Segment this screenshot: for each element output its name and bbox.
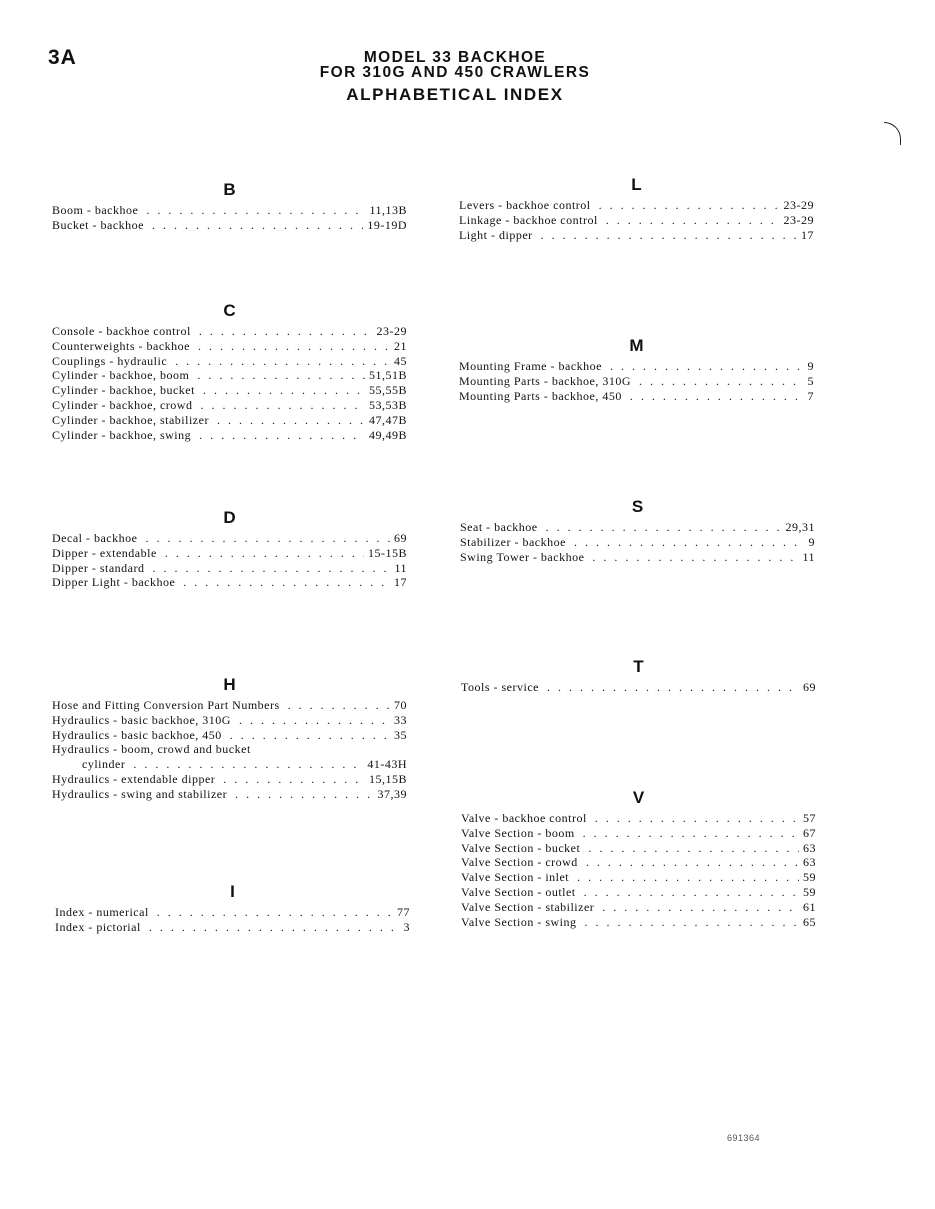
entry-label: Dipper - extendable: [52, 545, 157, 560]
index-entry: [52, 713, 407, 728]
dot-leader: [541, 228, 797, 243]
section-letter: B: [223, 180, 236, 199]
entry-page: 17: [801, 227, 814, 242]
entry-label: Couplings - hydraulic: [52, 353, 168, 368]
dot-leader: [145, 531, 390, 546]
entry-page: 35: [394, 727, 407, 742]
entry-page: 29,31: [785, 520, 815, 534]
entry-label: Seat - backhoe: [460, 520, 538, 534]
index-entry: [459, 228, 814, 243]
dot-leader: [223, 772, 365, 787]
entry-label: Cylinder - backhoe, stabilizer: [52, 412, 209, 427]
index-entry: [52, 383, 407, 398]
entry-page: 37,39: [377, 786, 407, 801]
entry-page: 45: [394, 353, 407, 368]
index-entry: [461, 870, 816, 885]
entry-page: 55,55B: [368, 383, 407, 398]
dot-leader: [606, 213, 780, 228]
dot-leader: [152, 218, 363, 233]
entry-label: Dipper - standard: [52, 560, 145, 575]
entry-page: 61: [803, 899, 816, 914]
entry-label: Tools - service: [461, 680, 539, 694]
entry-page: 17: [394, 575, 407, 590]
entry-label: Valve Section - inlet: [461, 870, 570, 885]
entry-page: 65: [803, 914, 816, 929]
entry-label: Valve Section - stabilizer: [461, 899, 595, 914]
entry-page: 49,49B: [368, 427, 407, 442]
dot-leader: [599, 198, 780, 213]
index-entry: [459, 359, 814, 374]
dot-leader: [152, 561, 390, 576]
section-letter: T: [633, 657, 644, 676]
dot-leader: [200, 398, 365, 413]
dot-leader: [235, 787, 373, 802]
index-entry: [459, 198, 814, 213]
dot-leader: [146, 203, 365, 218]
entry-label: Mounting Parts - backhoe, 310G: [459, 373, 631, 388]
index-entry: [52, 324, 407, 339]
section-letter: M: [629, 336, 644, 355]
dot-leader: [230, 728, 390, 743]
header-title: MODEL 33 BACKHOE: [363, 49, 547, 66]
entry-page: 33: [394, 712, 407, 727]
entry-page: 23-29: [783, 198, 814, 212]
entry-page: 9: [808, 534, 815, 549]
entry-label: Mounting Parts - backhoe, 450: [459, 388, 622, 403]
dot-leader: [133, 757, 363, 772]
index-section-v: [461, 788, 816, 929]
dot-leader: [288, 698, 390, 713]
entry-page: 53,53B: [368, 397, 407, 412]
entry-page: 7: [807, 388, 814, 403]
section-letter: I: [230, 882, 235, 901]
entry-label: Stabilizer - backhoe: [460, 534, 566, 549]
dot-leader: [588, 841, 799, 856]
entry-label: Bucket - backhoe: [52, 217, 144, 232]
index-entry: [52, 203, 407, 218]
dot-leader: [584, 915, 799, 930]
dot-leader: [199, 428, 365, 443]
index-section-c: [52, 301, 407, 442]
index-entry: [461, 885, 816, 900]
entry-page: 11: [394, 560, 407, 575]
entry-label: Cylinder - backhoe, bucket: [52, 383, 195, 398]
index-entry: [52, 398, 407, 413]
entry-label: Linkage - backhoe control: [459, 212, 598, 227]
index-entry: [459, 213, 814, 228]
entry-page: 57: [803, 811, 816, 825]
entry-page: 70: [394, 698, 407, 712]
entry-page: 21: [394, 338, 407, 353]
entry-label: Hydraulics - basic backhoe, 310G: [52, 712, 231, 727]
index-entry: [52, 772, 407, 787]
section-letter: D: [223, 508, 236, 527]
corner-mark-icon: [884, 122, 901, 145]
dot-leader: [199, 324, 373, 339]
dot-leader: [165, 546, 364, 561]
index-entry: [52, 757, 407, 772]
dot-leader: [584, 885, 799, 900]
entry-label: Cylinder - backhoe, crowd: [52, 397, 193, 412]
entry-label: Dipper Light - backhoe: [52, 575, 176, 590]
footer-code: 691364: [727, 1133, 761, 1143]
entry-label: Cylinder - backhoe, swing: [52, 427, 192, 442]
index-entry: [461, 915, 816, 930]
entry-page: 63: [803, 840, 816, 855]
entry-label: Cylinder - backhoe, boom: [52, 368, 190, 383]
entry-label: Hydraulics - basic backhoe, 450: [52, 727, 222, 742]
dot-leader: [577, 870, 799, 885]
entry-label: Hydraulics - swing and stabilizer: [52, 786, 228, 801]
entry-label: Boom - backhoe: [52, 203, 139, 217]
dot-leader: [547, 680, 799, 695]
entry-page: 77: [397, 905, 410, 919]
index-section-b: [52, 180, 407, 233]
entry-label: Valve Section - bucket: [461, 840, 581, 855]
index-entry: [52, 561, 407, 576]
entry-page: 11,13B: [369, 203, 407, 217]
entry-page: 3: [403, 919, 410, 934]
dot-leader: [639, 374, 804, 389]
entry-page: 5: [807, 373, 814, 388]
index-entry: [460, 520, 815, 535]
entry-label: cylinder: [82, 757, 126, 772]
index-entry: [52, 354, 407, 369]
entry-page: 15,15B: [368, 771, 407, 786]
index-entry: [461, 811, 816, 826]
index-entry: [52, 787, 407, 802]
header-index-title: ALPHABETICAL INDEX: [346, 85, 564, 104]
section-letter: H: [223, 675, 236, 694]
entry-page: 63: [803, 855, 816, 870]
index-entry: [461, 826, 816, 841]
entry-label: Hydraulics - boom, crowd and bucket: [52, 742, 251, 757]
entry-page: 41-43H: [367, 757, 407, 772]
index-entry: [52, 698, 407, 713]
dot-leader: [198, 339, 390, 354]
index-section-h: [52, 675, 407, 802]
index-entry: [52, 531, 407, 546]
entry-label: Console - backhoe control: [52, 324, 191, 338]
index-entry: [55, 920, 410, 935]
index-entry: [52, 339, 407, 354]
entry-label: Valve - backhoe control: [461, 811, 587, 825]
entry-page: 67: [803, 825, 816, 840]
index-entry: [460, 550, 815, 565]
dot-leader: [175, 354, 390, 369]
dot-leader: [149, 920, 400, 935]
dot-leader: [592, 550, 798, 565]
section-letter: L: [631, 175, 642, 194]
index-entry: [52, 575, 407, 590]
entry-label: Counterweights - backhoe: [52, 338, 190, 353]
index-entry: [461, 680, 816, 695]
entry-label: Valve Section - swing: [461, 914, 577, 929]
index-entry: [52, 546, 407, 561]
index-entry: [460, 535, 815, 550]
index-entry: [52, 728, 407, 743]
index-entry: [461, 900, 816, 915]
index-section-l: [459, 175, 814, 242]
dot-leader: [583, 826, 799, 841]
dot-leader: [574, 535, 805, 550]
entry-label: Index - numerical: [55, 905, 149, 919]
entry-page: 69: [803, 680, 816, 694]
entry-label: Index - pictorial: [55, 919, 141, 934]
section-letter: S: [631, 497, 644, 516]
entry-label: Hydraulics - extendable dipper: [52, 771, 216, 786]
index-entry: [52, 428, 407, 443]
index-section-i: [55, 882, 410, 935]
dot-leader: [586, 855, 799, 870]
entry-page: 9: [807, 359, 814, 373]
entry-label: Decal - backhoe: [52, 531, 138, 545]
header-subtitle: FOR 310G AND 450 CRAWLERS: [319, 64, 591, 81]
dot-leader: [183, 575, 390, 590]
index-entry: [461, 855, 816, 870]
entry-page: 51,51B: [368, 368, 407, 383]
entry-page: 19-19D: [367, 217, 407, 232]
entry-label: Valve Section - boom: [461, 825, 575, 840]
dot-leader: [630, 389, 804, 404]
dot-leader: [217, 413, 365, 428]
dot-leader: [197, 368, 365, 383]
dot-leader: [157, 905, 393, 920]
entry-page: 23-29: [376, 324, 407, 338]
entry-label: Light - dipper: [459, 227, 533, 242]
dot-leader: [595, 811, 799, 826]
entry-label: Hose and Fitting Conversion Part Numbers: [52, 698, 280, 712]
dot-leader: [602, 900, 799, 915]
entry-page: 69: [394, 531, 407, 545]
page-header: [200, 50, 710, 105]
dot-leader: [546, 520, 782, 535]
index-entry: [52, 742, 407, 757]
index-entry: [52, 413, 407, 428]
entry-page: 47,47B: [368, 412, 407, 427]
index-entry: [459, 389, 814, 404]
index-section-m: [459, 336, 814, 403]
index-entry: [461, 841, 816, 856]
entry-label: Valve Section - crowd: [461, 855, 578, 870]
entry-label: Mounting Frame - backhoe: [459, 359, 602, 373]
index-section-d: [52, 508, 407, 590]
entry-label: Swing Tower - backhoe: [460, 549, 585, 564]
index-entry: [55, 905, 410, 920]
entry-page: 23-29: [783, 212, 814, 227]
entry-page: 15-15B: [368, 545, 407, 560]
index-section-t: [461, 657, 816, 695]
entry-label: Levers - backhoe control: [459, 198, 591, 212]
entry-label: Valve Section - outlet: [461, 884, 576, 899]
dot-leader: [610, 359, 804, 374]
index-entry: [52, 368, 407, 383]
entry-page: 59: [803, 884, 816, 899]
index-entry: [459, 374, 814, 389]
section-letter: V: [632, 788, 645, 807]
entry-page: 59: [803, 870, 816, 885]
entry-page: 11: [802, 549, 815, 564]
index-entry: [52, 218, 407, 233]
index-section-s: [460, 497, 815, 564]
section-letter: C: [223, 301, 236, 320]
page-number: 3A: [48, 46, 77, 69]
dot-leader: [239, 713, 390, 728]
dot-leader: [203, 383, 365, 398]
